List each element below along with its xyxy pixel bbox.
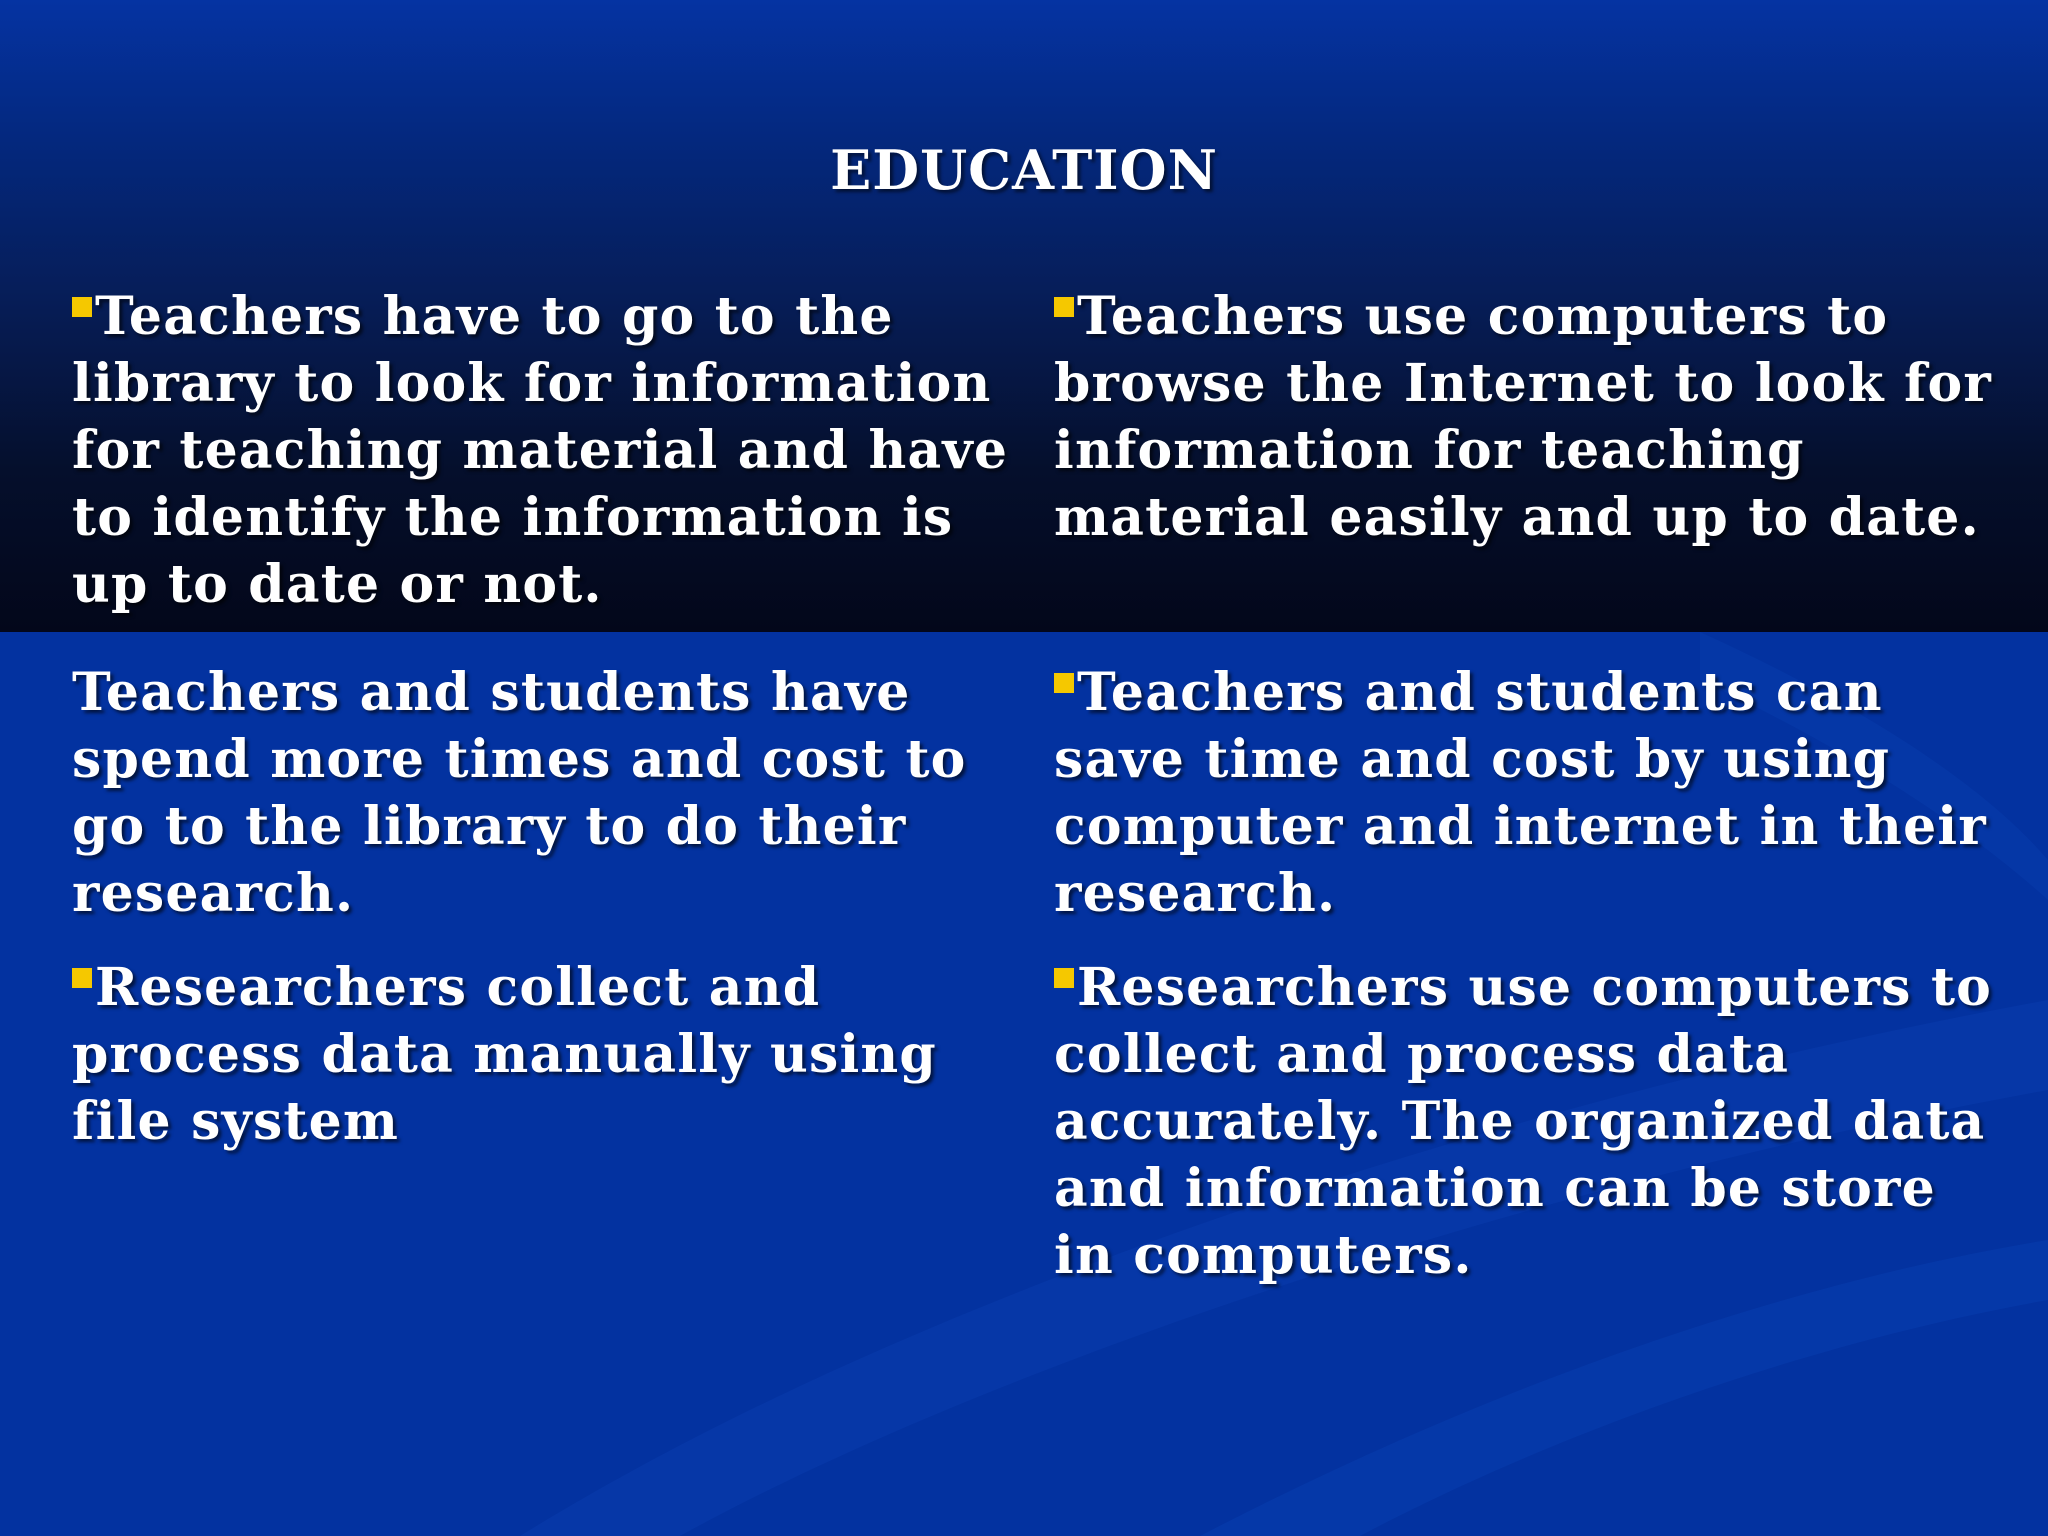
bullet-square-icon (1054, 968, 1074, 988)
left-point-3 (72, 954, 1012, 1155)
right-point-1-text: Teachers use computers to browse the Internet to look for information for teaching material easily and up to date. (1054, 286, 1993, 548)
left-point-1-text: Teachers have to go to the library to look for information for teaching material and have to identify the information is up to date or not. (72, 286, 1009, 615)
right-point-2-text: Teachers and students can save time and cost by using computer and internet in their research. (1054, 662, 1987, 924)
bullet-square-icon (72, 297, 92, 317)
slide-title: EDUCATION (830, 138, 1218, 202)
bullet-square-icon (72, 968, 92, 988)
right-point-1 (1054, 283, 2014, 551)
left-point-2 (72, 659, 1012, 927)
right-point-3-text: Researchers use computers to collect and process data accurately. The organized data and information can be store in computers. (1054, 957, 1993, 1286)
right-point-3 (1054, 954, 2014, 1289)
left-point-1 (72, 283, 1012, 618)
left-point-2-text: Teachers and students have spend more times and cost to go to the library to do their research. (72, 662, 967, 924)
bullet-square-icon (1054, 673, 1074, 693)
bullet-square-icon (1054, 297, 1074, 317)
right-point-2 (1054, 659, 2014, 927)
left-point-3-text: Researchers collect and process data manually using file system (72, 957, 937, 1152)
